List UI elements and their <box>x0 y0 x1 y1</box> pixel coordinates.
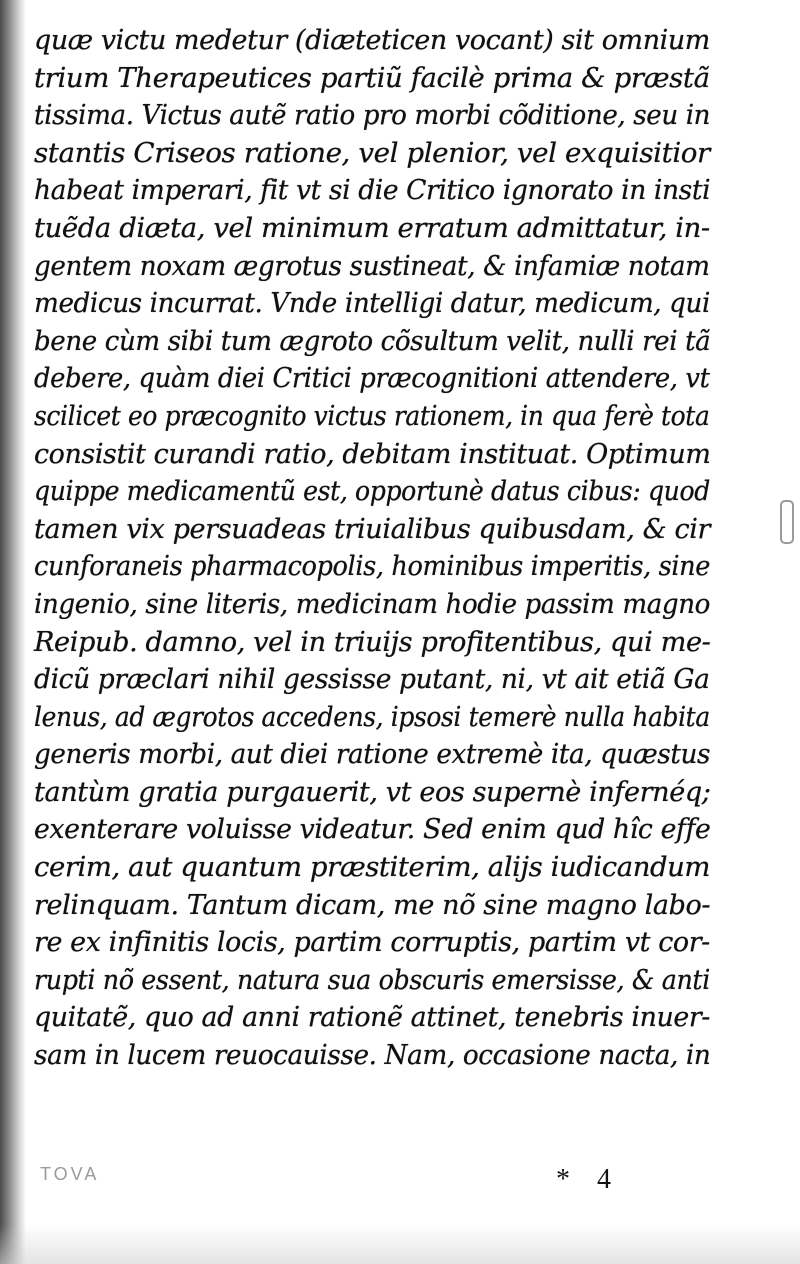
text-line: bene cùm sibi tum ægroto cõsultum velit, nulli rei tã <box>34 325 711 357</box>
text-line: debere, quàm diei Critici præcognitioni attendere, vt <box>34 363 710 395</box>
text-line: cunforaneis pharmacopolis, hominibus imperitis, sine <box>34 551 710 583</box>
page-edge-mark <box>780 500 794 544</box>
text-block <box>34 22 710 1075</box>
text-line: tantùm gratia purgauerit, vt eos supernè infernéq; <box>34 776 711 808</box>
text-line: re ex infinitis locis, partim corruptis, partim vt cor- <box>34 927 710 959</box>
text-line: generis morbi, aut diei ratione extremè ita, quæstus <box>34 739 711 771</box>
text-line: tamen vix persuadeas triuialibus quibusdam, & cir <box>34 513 711 545</box>
page-bottom-shadow <box>0 1224 800 1264</box>
text-line: rupti nõ essent, natura sua obscuris emersisse, & anti <box>34 964 710 996</box>
text-line: ingenio, sine literis, medicinam hodie passim magno <box>34 588 710 620</box>
text-line: quippe medicamentũ est, opportunè datus cibus: quod <box>34 476 710 508</box>
text-line: tuẽda diæta, vel minimum erratum admittatur, in- <box>34 212 710 244</box>
text-line: consistit curandi ratio, debitam instituat. Optimum <box>34 438 711 470</box>
text-line: quæ victu medetur (diæteticen vocant) sit omnium <box>34 25 710 56</box>
text-line: lenus, ad ægrotos accedens, ipsosi temerè nulla habita <box>34 701 710 733</box>
text-line: exenterare voluisse videatur. Sed enim qud hîc effe <box>34 814 711 846</box>
text-line: medicus incurrat. Vnde intelligi datur, medicum, qui <box>34 288 711 320</box>
signature-mark: * 4 <box>556 1164 621 1195</box>
text-line: tissima. Victus autẽ ratio pro morbi cõditione, seu in <box>34 100 711 132</box>
text-line: gentem noxam ægrotus sustineat, & infamiæ notam <box>34 250 710 282</box>
text-line: stantis Criseos ratione, vel plenior, vel exquisitior <box>34 137 710 169</box>
text-line: habeat imperari, fit vt si die Critico ignorato in insti <box>34 175 711 207</box>
binding-gutter <box>0 0 26 1264</box>
text-line: dicũ præclari nihil gessisse putant, ni, vt ait etiã Ga <box>34 664 710 696</box>
text-line: relinquam. Tantum dicam, me nõ sine magno labo- <box>34 889 711 921</box>
text-line: sam in lucem reuocauisse. Nam, occasione nacta, in <box>34 1040 711 1072</box>
text-line: cerim, aut quantum præstiterim, alijs iudicandum <box>34 852 711 884</box>
text-line: scilicet eo præcognito victus rationem, in qua ferè tota <box>34 400 710 432</box>
library-stamp: TOVA <box>40 1164 100 1184</box>
text-line: quitatẽ, quo ad anni rationẽ attinet, tenebris inuer- <box>34 1002 710 1034</box>
text-line: trium Therapeutices partiũ facilè prima & præstã <box>34 62 710 94</box>
text-line: Reipub. damno, vel in triuijs profitentibus, qui me- <box>34 626 711 658</box>
